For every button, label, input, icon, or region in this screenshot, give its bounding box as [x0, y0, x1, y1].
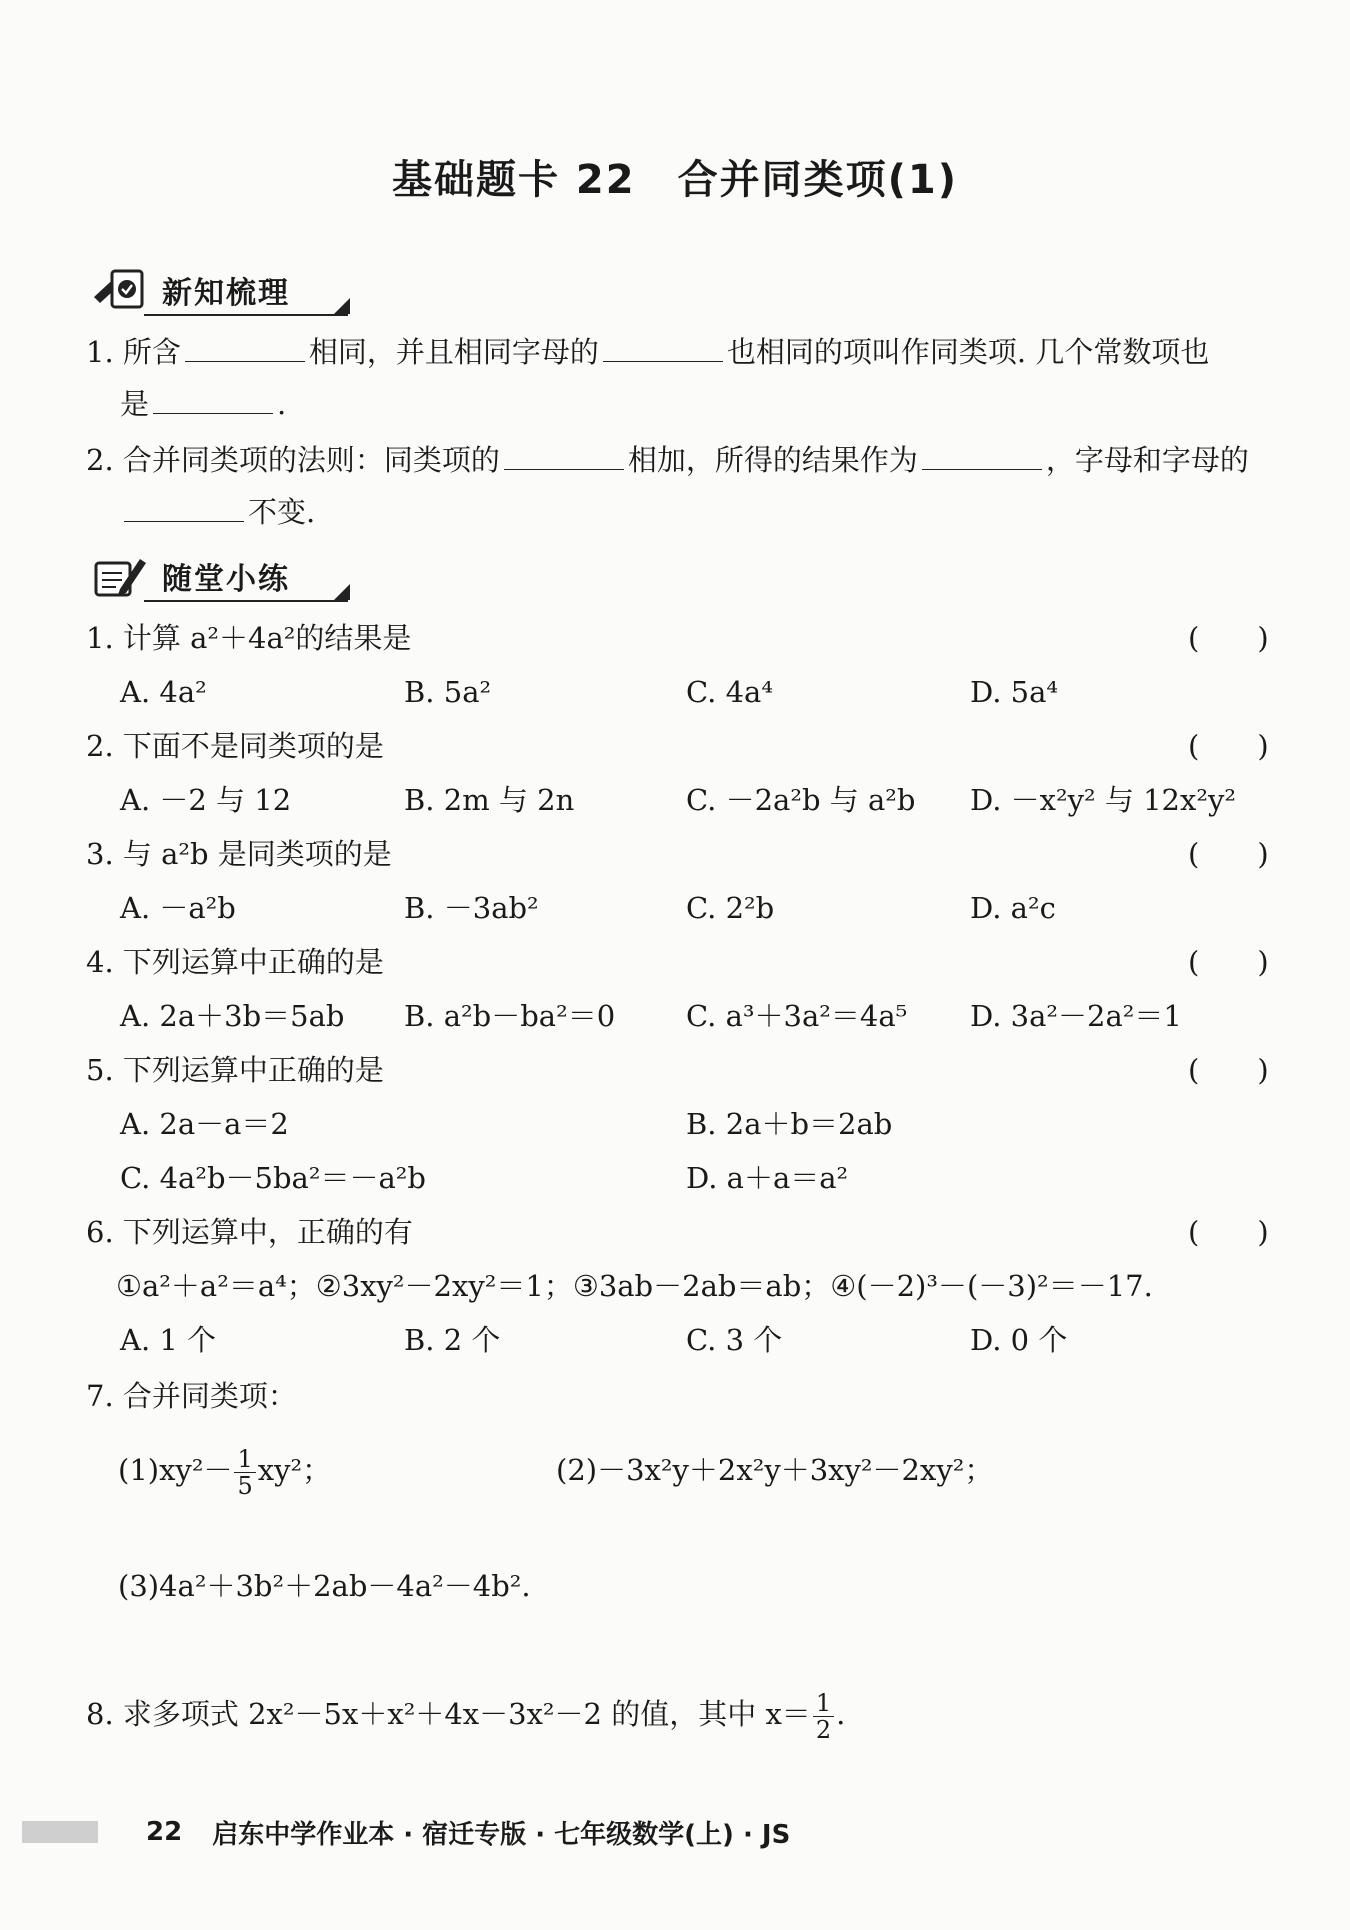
question-8: 8. 求多项式 2x²－5x＋x²＋4x－3x²－2 的值，其中 x＝ $\frac{1}{2}$ .	[86, 1688, 846, 1744]
answer-paren[interactable]: ( )	[1188, 729, 1269, 763]
fill-blank[interactable]	[153, 385, 273, 414]
question-6-stem: 6. 下列运算中，正确的有	[86, 1215, 413, 1249]
footer-bar	[22, 1821, 98, 1843]
option-d[interactable]: D. 5a⁴	[970, 675, 1059, 709]
option-a[interactable]: A. 2a＋3b＝5ab	[120, 999, 345, 1033]
fill-blank[interactable]	[504, 441, 624, 470]
answer-paren[interactable]: ( )	[1188, 1215, 1269, 1249]
section-label-knowledge: 新知梳理	[162, 276, 290, 311]
fraction: $\frac{1}{2}$	[813, 1690, 834, 1743]
answer-paren[interactable]: ( )	[1188, 837, 1269, 871]
option-d[interactable]: D. 0 个	[970, 1323, 1068, 1357]
option-c[interactable]: C. －2a²b 与 a²b	[686, 783, 916, 817]
option-d[interactable]: D. 3a²－2a²＝1	[970, 999, 1182, 1033]
question-7-part-1: (1)xy²－ $\frac{1}{5}$ xy²；	[118, 1444, 332, 1500]
option-d[interactable]: D. －x²y² 与 12x²y²	[970, 783, 1236, 817]
knowledge-item-2-cont: 不变.	[120, 492, 315, 532]
option-d[interactable]: D. a＋a＝a²	[686, 1161, 849, 1195]
fill-blank[interactable]	[922, 441, 1042, 470]
book-check-icon	[90, 267, 152, 313]
option-a[interactable]: A. 2a－a＝2	[120, 1107, 289, 1141]
question-5-stem: 5. 下列运算中正确的是	[86, 1053, 384, 1087]
question-7-stem: 7. 合并同类项：	[86, 1379, 297, 1413]
option-b[interactable]: B. a²b－ba²＝0	[404, 999, 616, 1033]
answer-paren[interactable]: ( )	[1188, 1053, 1269, 1087]
option-a[interactable]: A. －2 与 12	[120, 783, 292, 817]
notebook-pencil-icon	[90, 553, 152, 599]
knowledge-item-1-cont: 是 .	[120, 387, 287, 421]
section-header-practice	[90, 548, 360, 604]
question-6-items: ①a²＋a²＝a⁴；②3xy²－2xy²＝1；③3ab－2ab＝ab；④(－2)³－(－3)²＝－17.	[116, 1269, 1153, 1303]
option-c[interactable]: C. 2²b	[686, 891, 775, 925]
fraction: $\frac{1}{5}$	[234, 1446, 255, 1499]
question-2-stem: 2. 下面不是同类项的是	[86, 729, 384, 763]
option-a[interactable]: A. 4a²	[120, 675, 207, 709]
question-4-stem: 4. 下列运算中正确的是	[86, 945, 384, 979]
option-c[interactable]: C. 3 个	[686, 1323, 783, 1357]
page-footer	[0, 1808, 1350, 1856]
page-number: 22	[146, 1817, 183, 1847]
option-d[interactable]: D. a²c	[970, 891, 1056, 925]
question-1-stem: 1. 计算 a²＋4a²的结果是	[86, 621, 412, 655]
option-c[interactable]: C. 4a²b－5ba²＝－a²b	[120, 1161, 426, 1195]
option-b[interactable]: B. 5a²	[404, 675, 492, 709]
option-a[interactable]: A. 1 个	[120, 1323, 217, 1357]
fill-blank[interactable]	[185, 333, 305, 362]
answer-paren[interactable]: ( )	[1188, 945, 1269, 979]
option-b[interactable]: B. －3ab²	[404, 891, 539, 925]
option-b[interactable]: B. 2m 与 2n	[404, 783, 575, 817]
question-7-part-2: (2)－3x²y＋2x²y＋3xy²－2xy²；	[556, 1453, 994, 1487]
fill-blank[interactable]	[603, 333, 723, 362]
question-3-stem: 3. 与 a²b 是同类项的是	[86, 837, 392, 871]
section-header-knowledge	[90, 262, 360, 318]
footer-text: 启东中学作业本 · 宿迁专版 · 七年级数学(上) · JS	[212, 1819, 791, 1850]
option-c[interactable]: C. a³＋3a²＝4a⁵	[686, 999, 908, 1033]
option-c[interactable]: C. 4a⁴	[686, 675, 773, 709]
section-label-practice: 随堂小练	[162, 562, 290, 597]
option-a[interactable]: A. －a²b	[120, 891, 236, 925]
knowledge-item-2: 2. 合并同类项的法则：同类项的 相加，所得的结果作为 ，字母和字母的	[86, 443, 1249, 477]
option-b[interactable]: B. 2 个	[404, 1323, 501, 1357]
option-b[interactable]: B. 2a＋b＝2ab	[686, 1107, 893, 1141]
page-title: 基础题卡 22 合并同类项(1)	[392, 157, 958, 203]
fill-blank[interactable]	[124, 493, 244, 522]
question-7-part-3: (3)4a²＋3b²＋2ab－4a²－4b².	[118, 1569, 531, 1603]
answer-paren[interactable]: ( )	[1188, 621, 1269, 655]
knowledge-item-1: 1. 所含 相同，并且相同字母的 也相同的项叫作同类项. 几个常数项也	[86, 335, 1210, 369]
